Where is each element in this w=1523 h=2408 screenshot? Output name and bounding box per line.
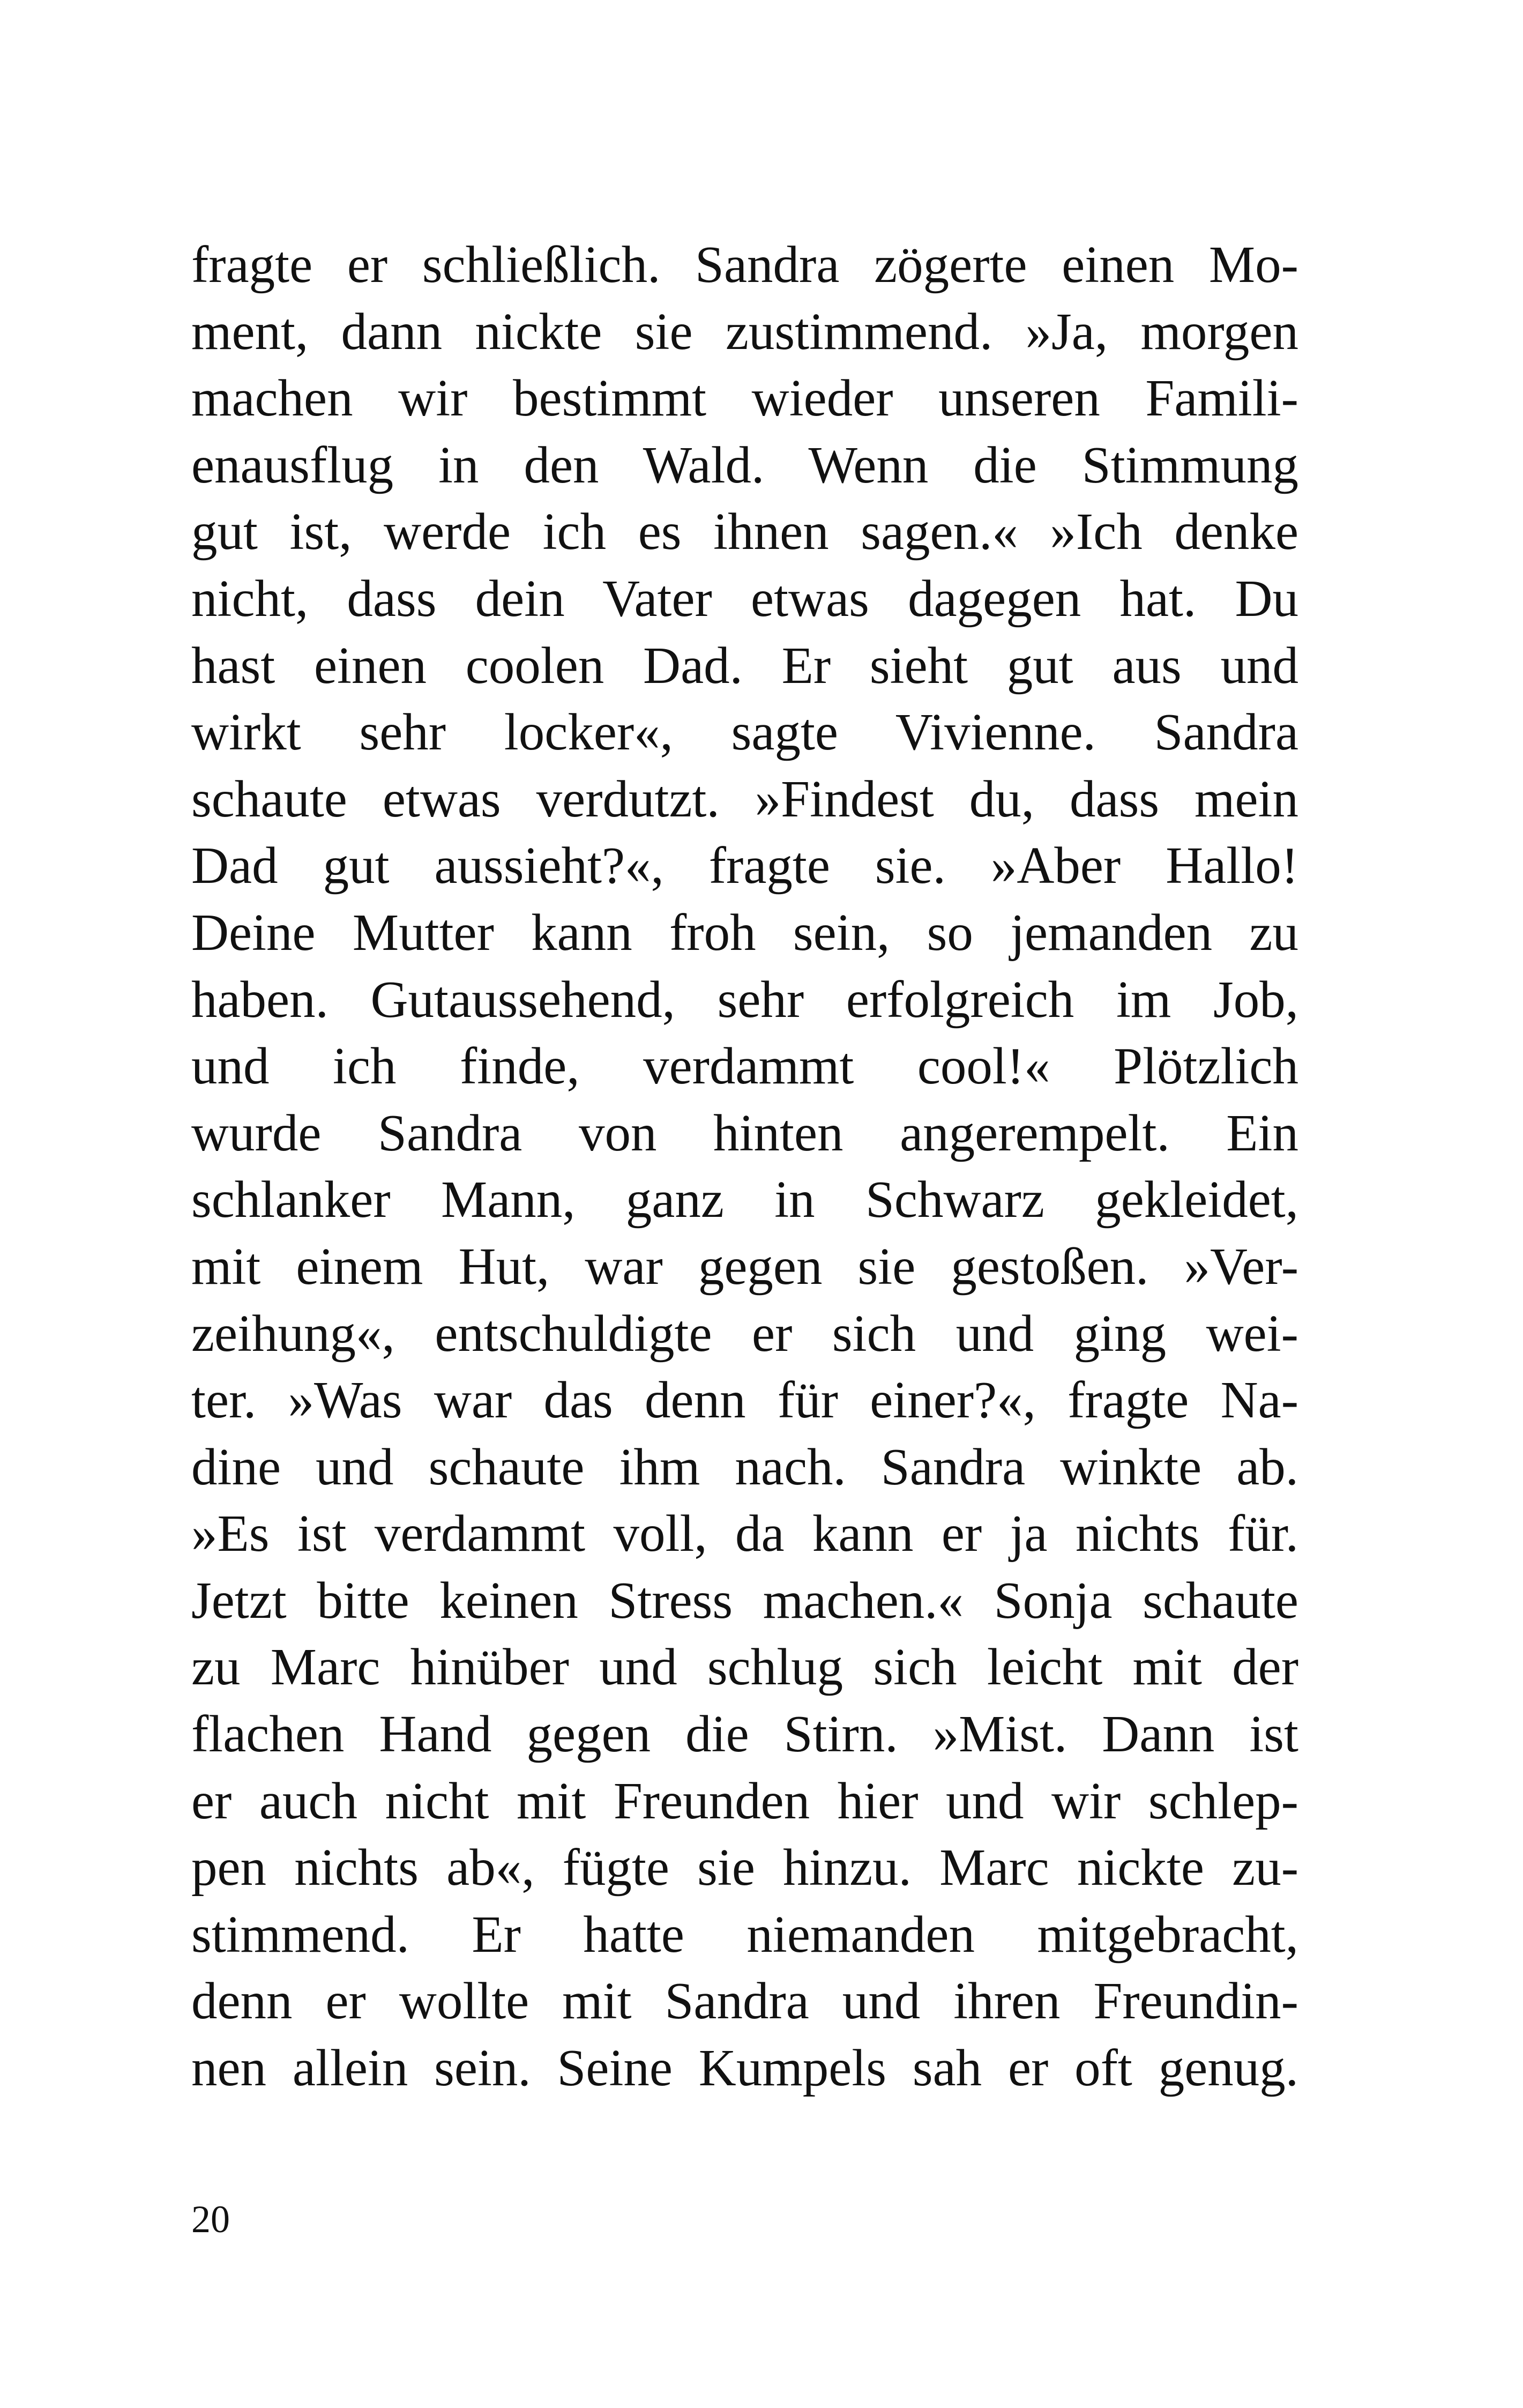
text-line: zu Marc hinüber und schlug sich leicht mit der [191, 1638, 1298, 1696]
text-line: er auch nicht mit Freunden hier und wir schlep- [191, 1772, 1298, 1830]
text-line: Dad gut aussieht?«, fragte sie. »Aber Hallo! [191, 837, 1298, 895]
text-line: denn er wollte mit Sandra und ihren Freundin- [191, 1972, 1298, 2030]
text-line: fragte er schließlich. Sandra zögerte einen Mo- [191, 236, 1298, 293]
text-line: mit einem Hut, war gegen sie gestoßen. »Ver- [191, 1237, 1298, 1295]
text-line: schlanker Mann, ganz in Schwarz gekleidet, [191, 1171, 1298, 1229]
text-line: machen wir bestimmt wieder unseren Famili- [191, 369, 1298, 427]
text-line: Deine Mutter kann froh sein, so jemanden zu [191, 903, 1298, 961]
text-line: haben. Gutaussehend, sehr erfolgreich im Job, [191, 970, 1298, 1028]
text-line: gut ist, werde ich es ihnen sagen.« »Ich denke [191, 503, 1298, 561]
text-line: schaute etwas verdutzt. »Findest du, dass mein [191, 770, 1298, 828]
page-number: 20 [191, 2198, 230, 2241]
text-line: ter. »Was war das denn für einer?«, fragte Na- [191, 1371, 1298, 1429]
text-line: nen allein sein. Seine Kumpels sah er oft genug. [191, 2039, 1298, 2097]
text-line: Jetzt bitte keinen Stress machen.« Sonja schaute [191, 1571, 1298, 1629]
body-text [191, 232, 1298, 2102]
text-line: »Es ist verdammt voll, da kann er ja nichts für. [191, 1505, 1298, 1563]
text-line: dine und schaute ihm nach. Sandra winkte ab. [191, 1438, 1298, 1496]
text-line: nicht, dass dein Vater etwas dagegen hat. Du [191, 569, 1298, 627]
text-line: enausflug in den Wald. Wenn die Stimmung [191, 436, 1298, 494]
text-line: flachen Hand gegen die Stirn. »Mist. Dann ist [191, 1705, 1298, 1763]
text-line: wurde Sandra von hinten angerempelt. Ein [191, 1104, 1298, 1162]
text-line: zeihung«, entschuldigte er sich und ging wei- [191, 1304, 1298, 1362]
text-line: ment, dann nickte sie zustimmend. »Ja, morgen [191, 302, 1298, 360]
text-line: wirkt sehr locker«, sagte Vivienne. Sandra [191, 703, 1298, 761]
text-line: hast einen coolen Dad. Er sieht gut aus und [191, 636, 1298, 694]
text-line: und ich finde, verdammt cool!« Plötzlich [191, 1037, 1298, 1095]
text-line: pen nichts ab«, fügte sie hinzu. Marc nickte zu- [191, 1839, 1298, 1897]
text-line: stimmend. Er hatte niemanden mitgebracht, [191, 1905, 1298, 1963]
